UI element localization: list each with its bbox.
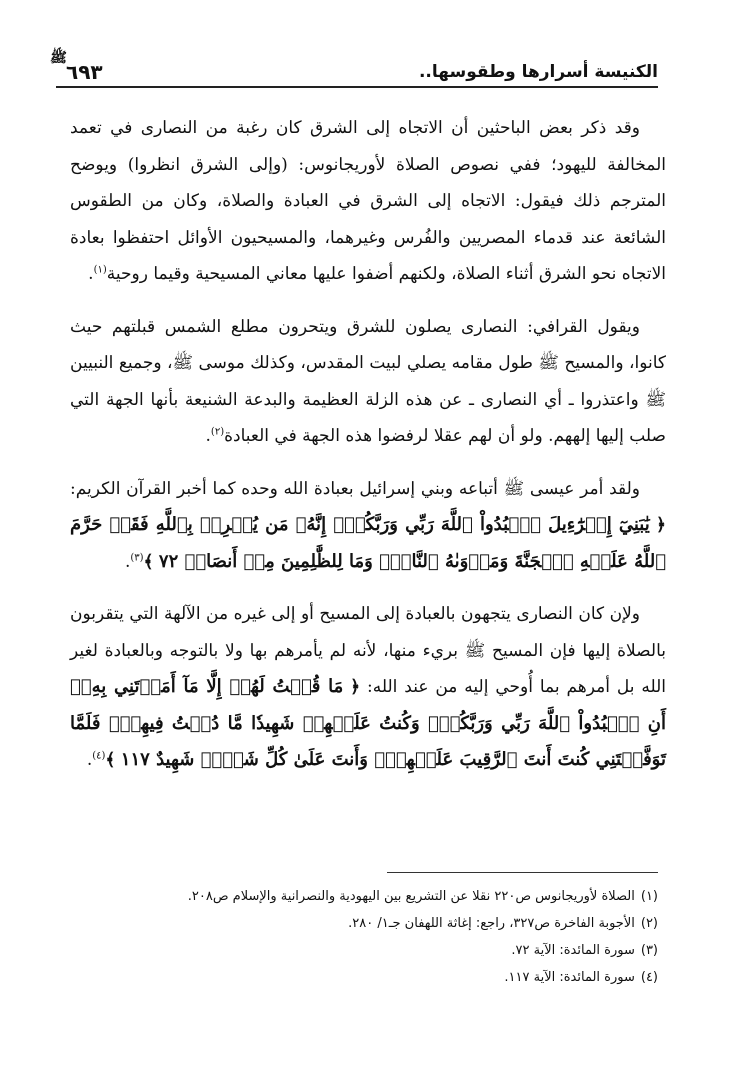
footnote-text: سورة المائدة: الآية ١١٧. xyxy=(504,970,635,985)
page-ornament: ﷺ xyxy=(50,50,67,66)
paragraph-text: وقد ذكر بعض الباحثين أن الاتجاه إلى الشرق كان رغبة من النصارى في تعمد المخالفة لليهود؛ ففي نصوص الصلاة لأوريجانوس: (وإلى الشرق انظروا) ويوضح المترجم ذلك فيقول: الاتجاه إلى الشرق في العبادة والصلاة، وكان من الطقوس الشائعة عند قدماء المصريين والفُرس وغيرهما، والمسيحيون الأوائل احتفظوا بعادة الاتجاه نحو الشرق أثناء الصلاة، ولكنهم أضفوا عليها معاني المسيحية وقيما روحية xyxy=(70,118,666,284)
paragraph-text: ويقول القرافي: النصارى يصلون للشرق ويتحرون مطلع الشمس قبلتهم حيث كانوا، والمسيح ﷺ طول مقامه يصلي لبيت المقدس، وكذلك موسى ﷺ، وجميع النبيين ﷺ واعتذروا ـ أي النصارى ـ عن هذه الزلة العظيمة والبدعة الشنيعة بأنها الجهة التي صلب إليها إلههم. ولو أن لهم عقلا لرفضوا هذه الجهة في العبادة xyxy=(70,316,666,446)
footnote-ref: (١) xyxy=(93,264,107,276)
verse-close-bracket: ﴾ xyxy=(143,551,154,572)
sentence-end: . xyxy=(86,750,93,770)
footnote-text: الصلاة لأوريجانوس ص٢٢٠ نقلا عن التشريع بين اليهودية والنصرانية والإسلام ص٢٠٨. xyxy=(187,889,635,904)
verse-open-bracket: ﴿ xyxy=(656,515,666,535)
footnote-ref: (٤) xyxy=(92,750,106,762)
paragraph-3 xyxy=(70,471,666,581)
paragraph-text: ولإن كان النصارى يتجهون بالعبادة إلى المسيح أو إلى غيره من الآلهة التي يتقربون بالصلاة إليها فإن المسيح ﷺ بريء منها، لأنه لم يأمرهم بها ولا بالتوجه وبالعبادة لغير الله بل أمرهم بما أُوحي إليه من عند الله: xyxy=(70,604,666,697)
quran-verse: يَٰبَنِيٓ إِسۡرَٰٓءِيلَ ٱعۡبُدُواْ ٱللَّهَ رَبِّي وَرَبَّكُمۡۖ إِنَّهُۥ مَن يُشۡرِكۡ بِٱللَّهِ فَقَدۡ حَرَّمَ ٱللَّهُ عَلَيۡهِ ٱلۡجَنَّةَ وَمَأۡوَىٰهُ ٱلنَّارُۖ وَمَا لِلظَّٰلِمِينَ مِنۡ أَنصَارٖ ٧٢ xyxy=(70,514,666,572)
footnote-number: (١) xyxy=(640,889,658,904)
main-text xyxy=(70,110,666,795)
running-title: الكنيسة أسرارها وطقوسها.. xyxy=(418,62,658,82)
paragraph-4 xyxy=(70,596,666,779)
footnote-ref: (٣) xyxy=(130,551,144,563)
footnote-number: (٢) xyxy=(640,916,658,931)
footnote-ref: (٢) xyxy=(210,426,225,438)
footnote-1 xyxy=(56,883,658,910)
footnote-number: (٤) xyxy=(640,970,658,985)
page-number xyxy=(50,50,103,84)
footnote-text: سورة المائدة: الآية ٧٢. xyxy=(511,943,635,958)
footnote-2 xyxy=(56,910,658,937)
paragraph-text: ولقد أمر عيسى ﷺ أتباعه وبني إسرائيل بعبادة الله وحده كما أخبر القرآن الكريم: xyxy=(70,478,640,499)
paragraph-1: وقد ذكر بعض الباحثين أن الاتجاه إلى الشرق كان رغبة من النصارى في تعمد المخالفة لليهود؛ ففي نصوص الصلاة لأوريجانوس: (وإلى الشرق انظروا) ويوضح المترجم ذلك فيقول: الاتجاه إلى الشرق في العبادة والصلاة، وكان من الطقوس الشائعة عند قدماء المصريين والفُرس وغيرهما، والمسيحيون الأوائل احتفظوا بعادة الاتجاه نحو الشرق أثناء الصلاة، ولكنهم أضفوا عليها معاني المسيحية وقيما روحية$^{(١)}$. xyxy=(70,118,666,284)
header-divider xyxy=(56,86,658,88)
footnote-divider xyxy=(387,872,658,873)
footnote-3 xyxy=(56,937,658,964)
quran-verse: مَا قُلۡتُ لَهُمۡ إِلَّا مَآ أَمَرۡتَنِي بِهِۦٓ أَنِ ٱعۡبُدُواْ ٱللَّهَ رَبِّي وَرَبَّكُمۡۚ وَكُنتُ عَلَيۡهِمۡ شَهِيدٗا مَّا دُمۡتُ فِيهِمۡۖ فَلَمَّا تَوَفَّيۡتَنِي كُنتَ أَنتَ ٱلرَّقِيبَ عَلَيۡهِمۡۚ وَأَنتَ عَلَىٰ كُلِّ شَيۡءٖ شَهِيدٌ ١١٧ xyxy=(70,676,666,770)
page-number-value: ٦٩٣ xyxy=(66,60,103,84)
footnote-text: الأجوبة الفاخرة ص٣٢٧، راجع: إغاثة اللهفان جـ١/ ٢٨٠. xyxy=(348,916,635,931)
footnote-number: (٣) xyxy=(640,943,658,958)
verse-open-bracket: ﴿ xyxy=(350,677,361,697)
footnote-4 xyxy=(56,964,658,991)
footnotes xyxy=(56,872,658,991)
verse-close-bracket: ﴾ xyxy=(105,750,116,770)
paragraph-2: ويقول القرافي: النصارى يصلون للشرق ويتحرون مطلع الشمس قبلتهم حيث كانوا، والمسيح ﷺ طول مقامه يصلي لبيت المقدس، وكذلك موسى ﷺ، وجميع النبيين ﷺ واعتذروا ـ أي النصارى ـ عن هذه الزلة العظيمة والبدعة الشنيعة بأنها الجهة التي صلب إليها إلههم. ولو أن لهم عقلا لرفضوا هذه الجهة في العبادة$^{(٢)}$. xyxy=(70,316,666,446)
page-header xyxy=(50,50,658,84)
sentence-end: . xyxy=(124,551,131,572)
